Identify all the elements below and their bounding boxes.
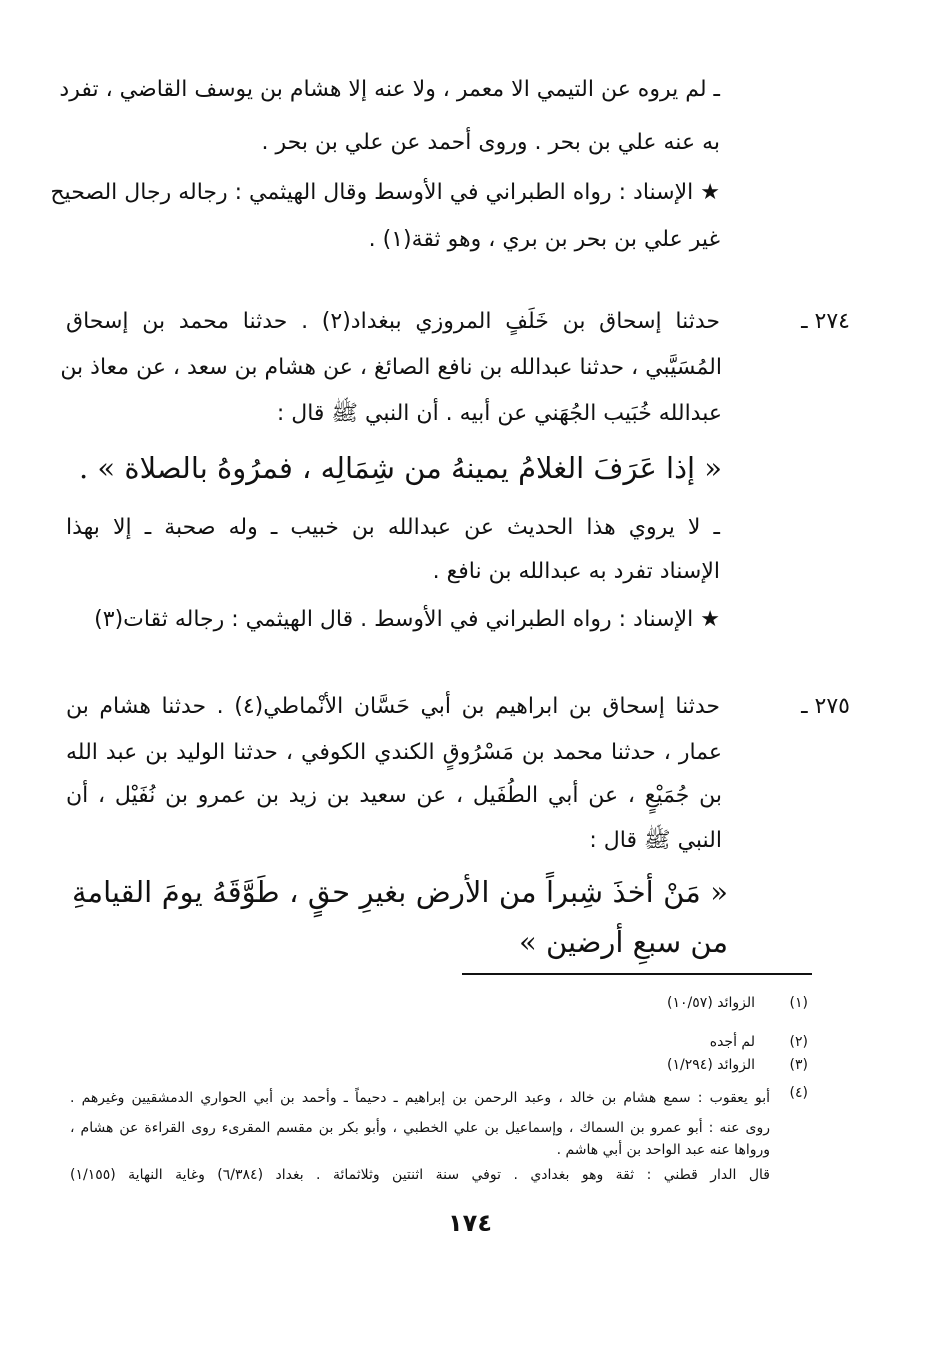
footnote-marker: (٢) <box>789 1034 808 1050</box>
page-number: ١٧٤ <box>448 1209 492 1237</box>
hadith-text: « إذا عَرَفَ الغلامُ يمينهُ من شِمَالِه ، فمرُوهُ بالصلاة » . <box>79 451 722 485</box>
footnote-text: روى عنه : أبو عمرو بن السماك ، وإسماعيل بن علي الخطبي ، وأبو بكر بن مقسم المقرىء روى القراءة عن هشام ، <box>70 1120 770 1136</box>
chain-line: حدثنا إسحاق بن خَلَفٍ المروزي ببغداد(٢) . حدثنا محمد بن إسحاق <box>66 309 720 334</box>
footnote-text: الزوائد (١٠/٥٧) <box>667 995 755 1011</box>
footnote-marker: (٣) <box>789 1057 808 1073</box>
footnote-separator <box>462 973 812 975</box>
footnote-marker: (٤) <box>789 1085 808 1101</box>
footnote-text: أبو يعقوب : سمع هشام بن خالد ، وعبد الرحمن بن إبراهيم ـ دحيماً ـ وأحمد بن أبي الحواري الدمشقيين وغيرهم . <box>70 1090 770 1106</box>
note-line: به عنه علي بن بحر . وروى أحمد عن علي بن بحر . <box>261 130 720 155</box>
chain-line: عبدالله خُبَيب الجُهَني عن أبيه . أن النبي ﷺ قال : <box>276 401 722 426</box>
chain-line: النبي ﷺ قال : <box>589 828 722 853</box>
note-line: الإسناد تفرد به عبدالله بن نافع . <box>432 559 720 584</box>
isnad-line: ★ الإسناد : رواه الطبراني في الأوسط وقال الهيثمي : رجاله رجال الصحيح <box>50 180 720 205</box>
isnad-line: ★ الإسناد : رواه الطبراني في الأوسط . قال الهيثمي : رجاله ثقات(٣) <box>94 607 720 632</box>
entry-number: ٢٧٥ ـ <box>801 694 850 719</box>
note-line: ـ لم يروه عن التيمي الا معمر ، ولا عنه إلا هشام بن يوسف القاضي ، تفرد <box>59 77 720 102</box>
chain-line: المُسَيَّبي ، حدثنا عبدالله بن نافع الصائغ ، عن هشام بن سعد ، عن معاذ بن <box>60 355 722 380</box>
isnad-line: غير علي بن بحر بن بري ، وهو ثقة(١) . <box>368 227 720 252</box>
footnote-text: ورواها عنه عبد الواحد بن أبي هاشم . <box>556 1142 770 1158</box>
footnote-text: لم أجده <box>709 1034 755 1050</box>
footnote-text: قال الدار قطني : ثقة وهو بغدادي . توفي سنة اثنتين وثلاثمائة . بغداد (٦/٣٨٤) وغاية النهاية (١/١٥٥) <box>70 1167 771 1183</box>
note-line: ـ لا يروي هذا الحديث عن عبدالله بن خبيب ـ وله صحبة ـ إلا بهذا <box>66 515 720 540</box>
chain-line: حدثنا إسحاق بن ابراهيم بن أبي حَسَّان الأنْماطي(٤) . حدثنا هشام بن <box>66 694 721 719</box>
chain-line: عمار ، حدثنا محمد بن مَسْرُوقٍ الكندي الكوفي ، حدثنا الوليد بن عبد الله <box>66 740 722 765</box>
footnote-text: الزوائد (١/٢٩٤) <box>667 1057 755 1073</box>
hadith-line: « مَنْ أخذَ شِبراً من الأرض بغيرِ حقٍ ، طَوَّقَهُ يومَ القيامةِ <box>72 875 728 909</box>
footnote-marker: (١) <box>789 995 808 1011</box>
chain-line: بن جُمَيْعٍ ، عن أبي الطُفَيل ، عن سعيد بن زيد بن عمرو بن نُفَيْل ، أن <box>66 783 722 808</box>
hadith-line: من سبعِ أرضين » <box>518 925 728 959</box>
entry-number: ٢٧٤ ـ <box>801 309 850 334</box>
